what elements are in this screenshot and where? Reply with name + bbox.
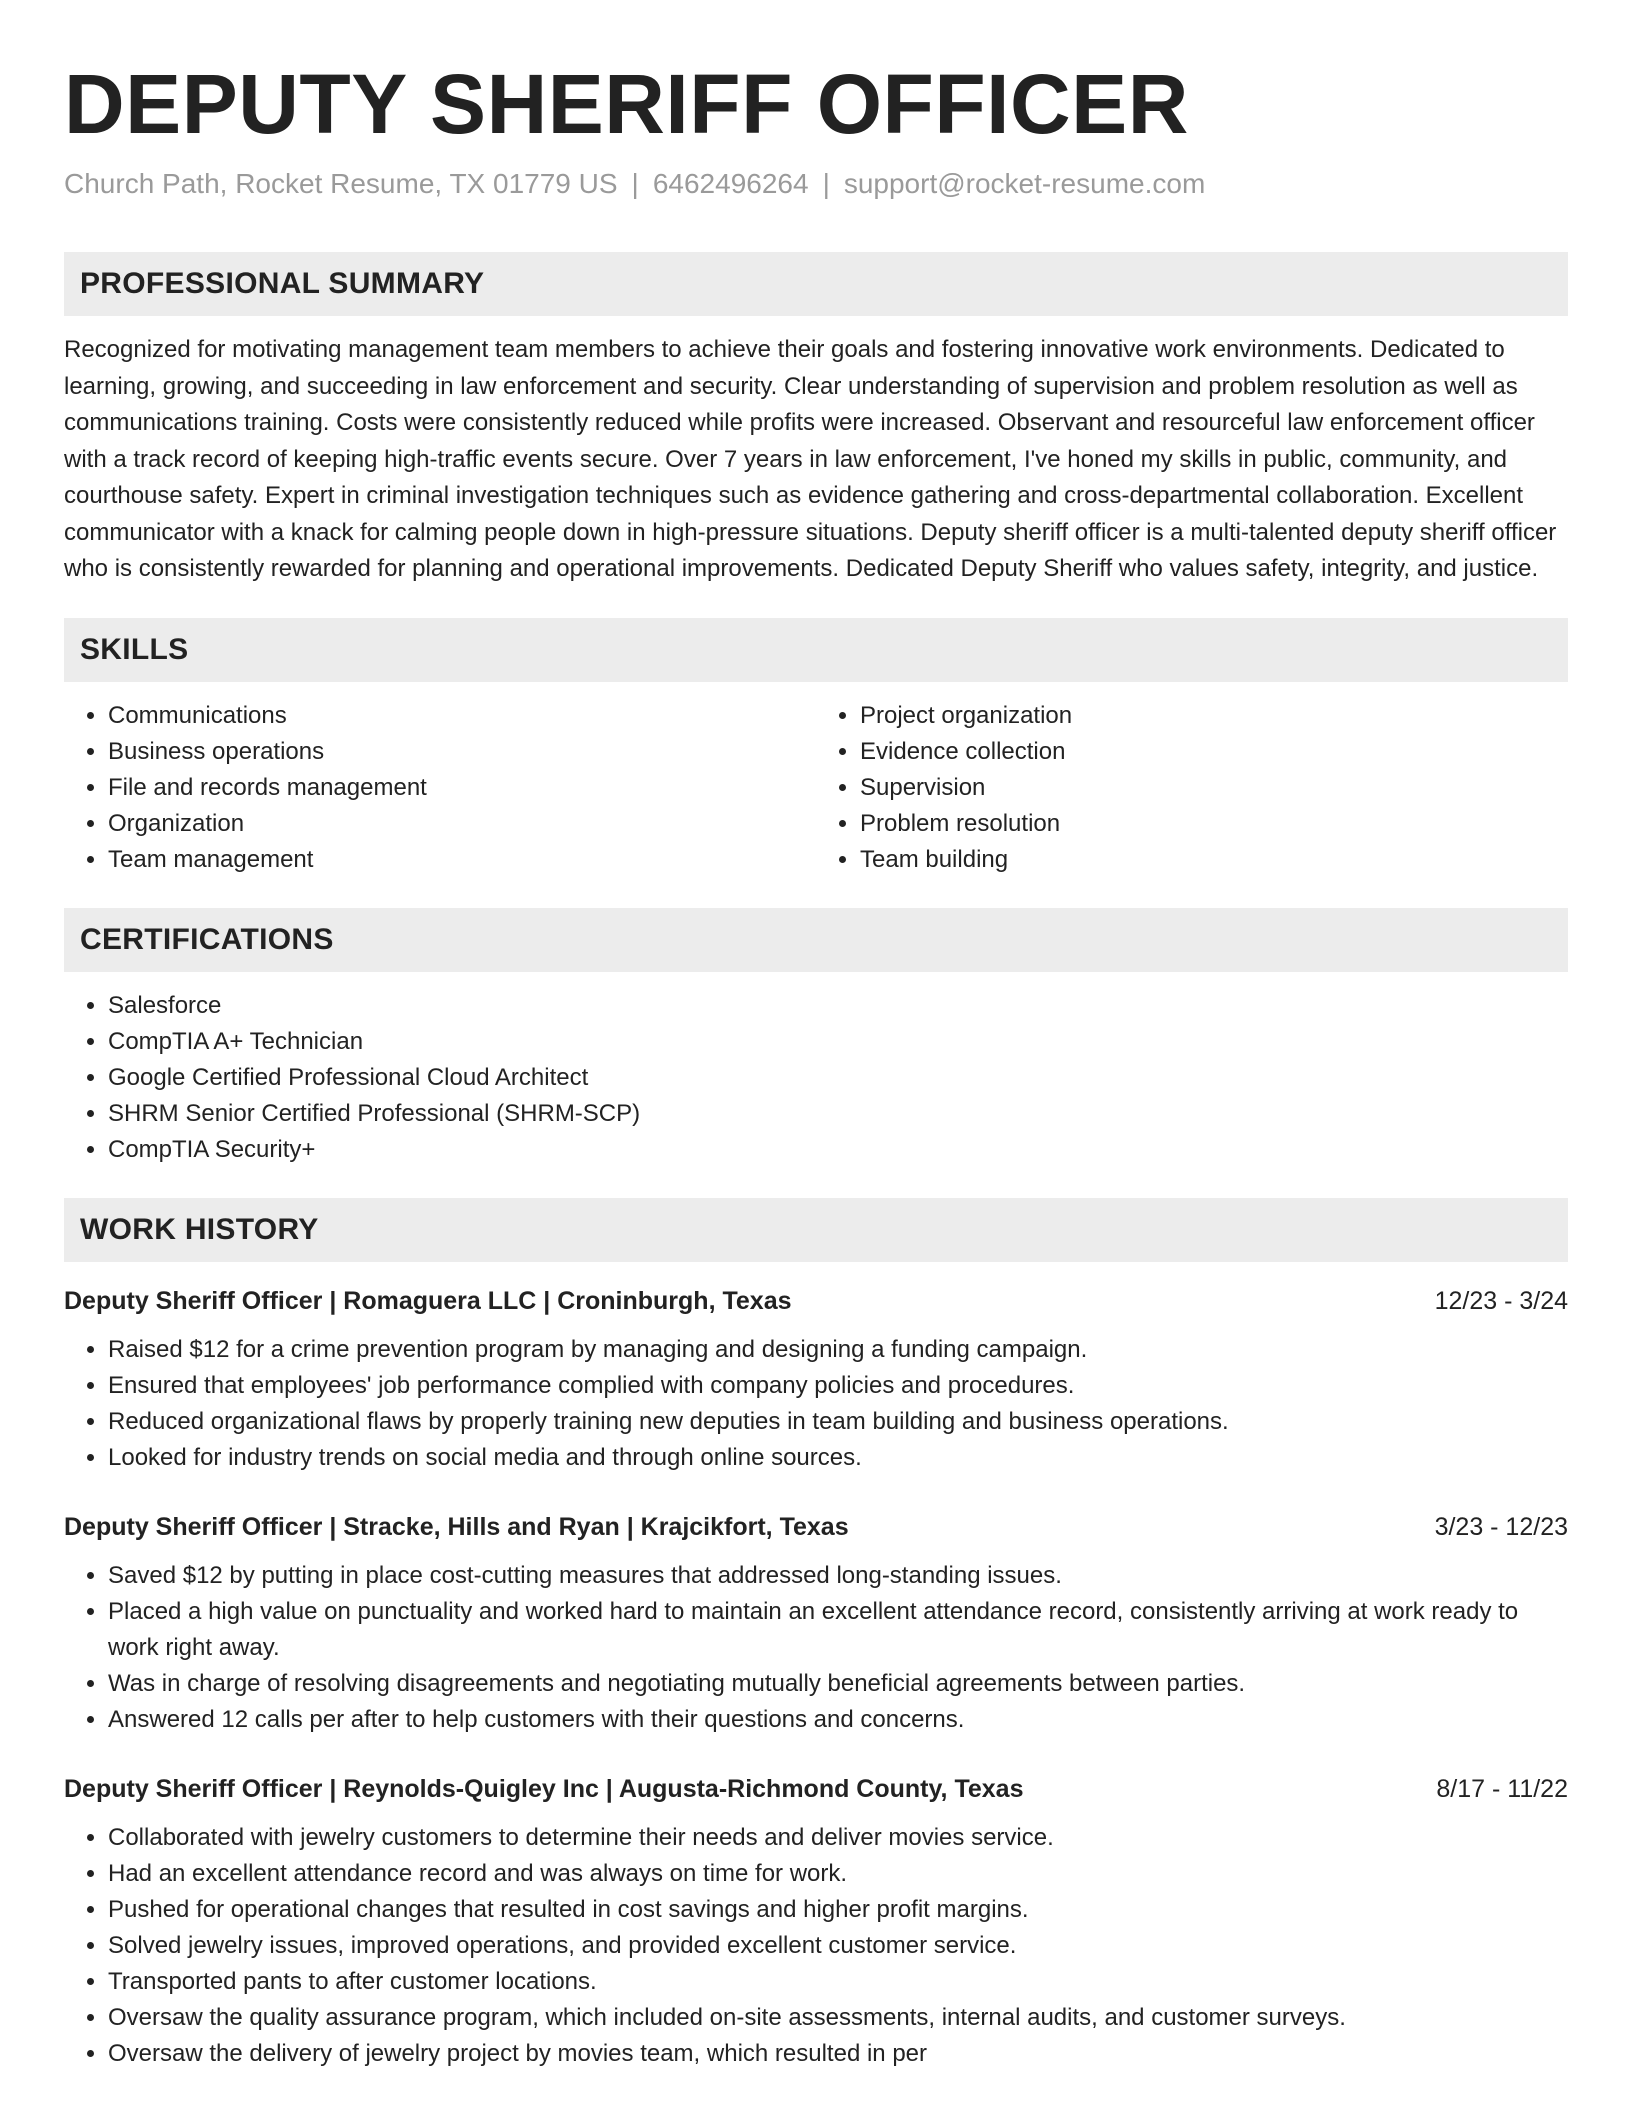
contact-separator: | bbox=[822, 168, 830, 199]
contact-address: Church Path, Rocket Resume, TX 01779 US bbox=[64, 168, 618, 199]
skill-item: • Problem resolution bbox=[860, 806, 1568, 842]
contact-phone: 6462496264 bbox=[652, 168, 809, 199]
job-bullet: • Placed a high value on punctuality and worked hard to maintain an excellent attendance record, consistently arriving at work ready to work right away. bbox=[108, 1594, 1568, 1666]
job-title: Deputy Sheriff Officer | Stracke, Hills and Ryan | Krajcikfort, Texas bbox=[64, 1512, 849, 1541]
job-bullet: • Saved $12 by putting in place cost-cutting measures that addressed long-standing issues. bbox=[108, 1558, 1568, 1594]
job-bullets bbox=[64, 1332, 1568, 1476]
job-bullet: • Oversaw the delivery of jewelry project by movies team, which resulted in per bbox=[108, 2036, 1568, 2072]
job-bullet: • Pushed for operational changes that resulted in cost savings and higher profit margins. bbox=[108, 1892, 1568, 1928]
job-header bbox=[64, 1284, 1568, 1318]
job-bullets bbox=[64, 1558, 1568, 1738]
skills-grid bbox=[64, 682, 1568, 878]
job-bullet: • Reduced organizational flaws by properly training new deputies in team building and business operations. bbox=[108, 1404, 1568, 1440]
certification-item: • CompTIA Security+ bbox=[108, 1132, 1568, 1168]
job-title: Deputy Sheriff Officer | Reynolds-Quigley Inc | Augusta-Richmond County, Texas bbox=[64, 1774, 1024, 1803]
job-bullet: • Collaborated with jewelry customers to determine their needs and deliver movies service. bbox=[108, 1820, 1568, 1856]
skill-item: • Communications bbox=[108, 698, 816, 734]
job-entry bbox=[64, 1510, 1568, 1738]
job-bullets bbox=[64, 1820, 1568, 2072]
job-bullet: • Raised $12 for a crime prevention program by managing and designing a funding campaign. bbox=[108, 1332, 1568, 1368]
job-header bbox=[64, 1510, 1568, 1544]
job-entry bbox=[64, 1772, 1568, 2072]
skill-item: • Team management bbox=[108, 842, 816, 878]
work-history-heading: WORK HISTORY bbox=[64, 1198, 1568, 1262]
skill-item: • File and records management bbox=[108, 770, 816, 806]
job-dates: 3/23 - 12/23 bbox=[1434, 1512, 1568, 1541]
skill-item: • Business operations bbox=[108, 734, 816, 770]
job-header bbox=[64, 1772, 1568, 1806]
job-dates: 12/23 - 3/24 bbox=[1434, 1286, 1568, 1315]
certification-item: • Salesforce bbox=[108, 988, 1568, 1024]
skill-item: • Project organization bbox=[860, 698, 1568, 734]
certifications-list bbox=[64, 988, 1568, 1168]
skills-list-left bbox=[64, 698, 816, 878]
summary-heading: PROFESSIONAL SUMMARY bbox=[64, 252, 1568, 316]
skills-list-right bbox=[816, 698, 1568, 878]
certifications-heading: CERTIFICATIONS bbox=[64, 908, 1568, 972]
certification-item: • CompTIA A+ Technician bbox=[108, 1024, 1568, 1060]
candidate-name: DEPUTY SHERIFF OFFICER bbox=[64, 57, 1189, 151]
job-bullet: • Ensured that employees' job performance complied with company policies and procedures. bbox=[108, 1368, 1568, 1404]
skill-item: • Organization bbox=[108, 806, 816, 842]
skill-item: • Evidence collection bbox=[860, 734, 1568, 770]
job-bullet: • Transported pants to after customer locations. bbox=[108, 1964, 1568, 2000]
job-bullet: • Solved jewelry issues, improved operations, and provided excellent customer service. bbox=[108, 1928, 1568, 1964]
job-entry bbox=[64, 1284, 1568, 1476]
job-dates: 8/17 - 11/22 bbox=[1436, 1774, 1568, 1803]
job-title: Deputy Sheriff Officer | Romaguera LLC | Croninburgh, Texas bbox=[64, 1286, 792, 1315]
contact-email: support@rocket-resume.com bbox=[843, 168, 1206, 199]
skill-item: • Supervision bbox=[860, 770, 1568, 806]
certification-item: • SHRM Senior Certified Professional (SHRM-SCP) bbox=[108, 1096, 1568, 1132]
contact-separator: | bbox=[631, 168, 639, 199]
job-bullet: • Oversaw the quality assurance program, which included on-site assessments, internal audits, and customer surveys. bbox=[108, 2000, 1568, 2036]
summary-text: Recognized for motivating management team members to achieve their goals and fostering innovative work environments. Dedicated to learning, growing, and succeeding in law enforcement and security. Clear understanding of supervision and problem resolution as well as communications training. Costs were consistently reduced while profits were increased. Observant and resourceful law enforcement officer with a track record of keeping high-traffic events secure. Over 7 years in law enforcement, I've honed my skills in public, community, and courthouse safety. Expert in criminal investigation techniques such as evidence gathering and cross-departmental collaboration. Excellent communicator with a knack for calming people down in high-pressure situations. Deputy sheriff officer is a multi-talented deputy sheriff officer who is consistently rewarded for planning and operational improvements. Dedicated Deputy Sheriff who values safety, integrity, and justice. bbox=[64, 336, 1557, 582]
job-bullet: • Had an excellent attendance record and was always on time for work. bbox=[108, 1856, 1568, 1892]
job-bullet: • Looked for industry trends on social media and through online sources. bbox=[108, 1440, 1568, 1476]
contact-line bbox=[64, 166, 1568, 202]
job-bullet: • Was in charge of resolving disagreements and negotiating mutually beneficial agreements between parties. bbox=[108, 1666, 1568, 1702]
skill-item: • Team building bbox=[860, 842, 1568, 878]
skills-heading: SKILLS bbox=[64, 618, 1568, 682]
job-bullet: • Answered 12 calls per after to help customers with their questions and concerns. bbox=[108, 1702, 1568, 1738]
certification-item: • Google Certified Professional Cloud Architect bbox=[108, 1060, 1568, 1096]
